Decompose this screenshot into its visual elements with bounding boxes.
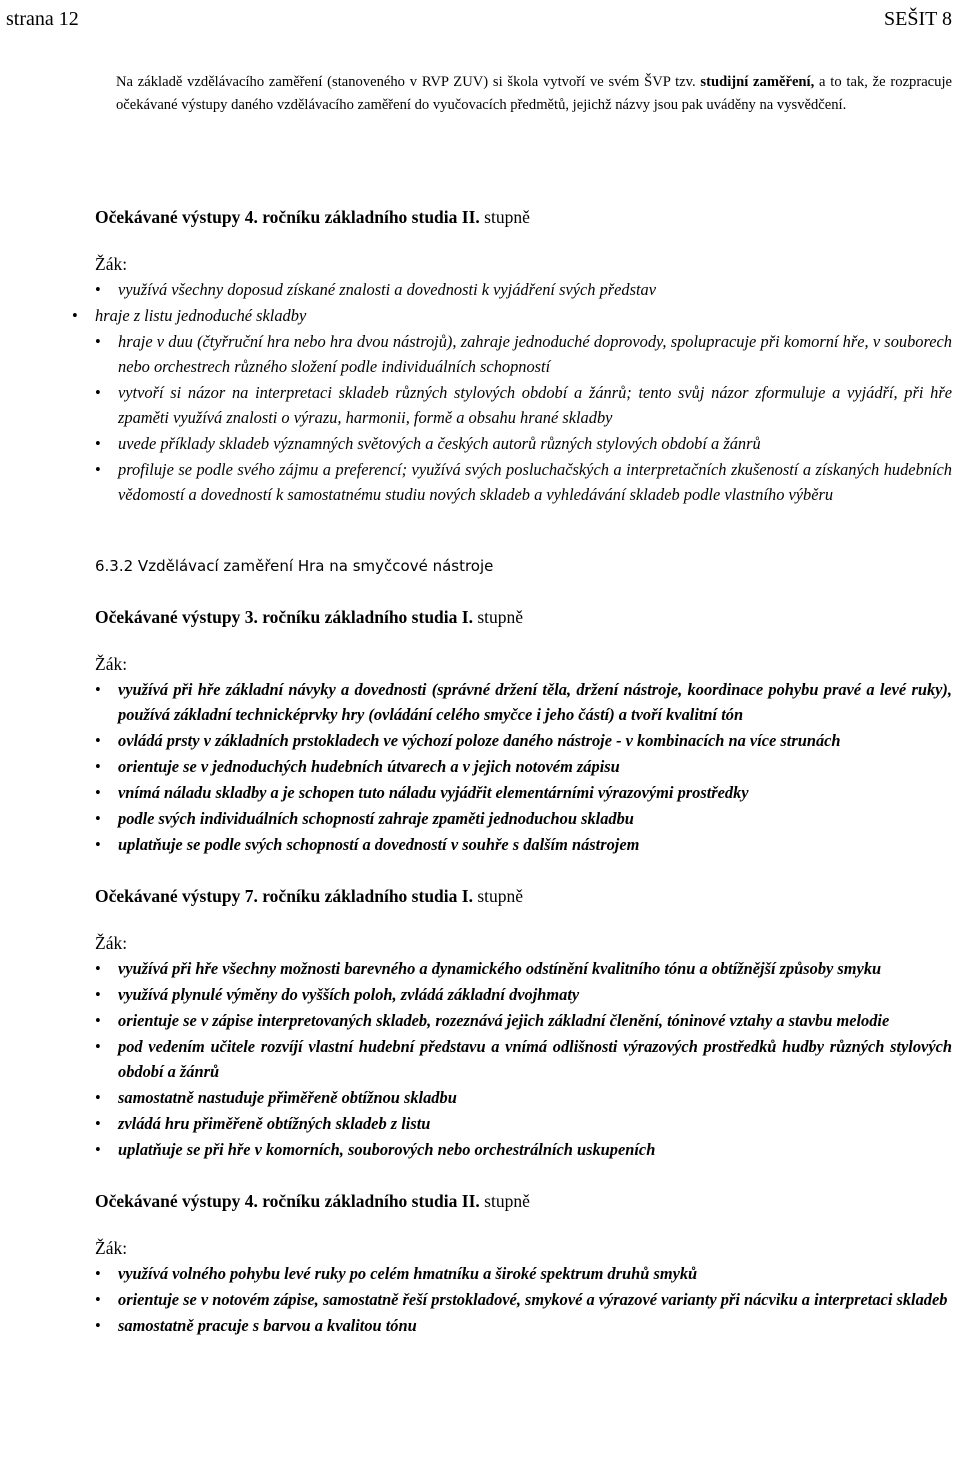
- list-item: • vnímá náladu skladby a je schopen tuto náladu vyjádřit elementárními výrazovými prostředky: [95, 780, 952, 805]
- list-item: • samostatně pracuje s barvou a kvalitou tónu: [95, 1313, 952, 1338]
- section-title-2-suffix: stupně: [472, 607, 524, 627]
- subsection-heading: 6.3.2 Vzdělávací zaměření Hra na smyčcové nástroje: [95, 557, 494, 575]
- list-item: • samostatně nastuduje přiměřeně obtížnou skladbu: [95, 1085, 952, 1110]
- section-title-1: [95, 206, 952, 228]
- list-item: • zvládá hru přiměřeně obtížných skladeb z listu: [95, 1111, 952, 1136]
- list-item: • využívá při hře základní návyky a dovednosti (správné držení těla, držení nástroje, koordinace pohybu pravé a levé ruky), používá základní technicképrvky hry (ovládání celého smyčce i jeho částí) a tvoří kvalitní tón: [95, 677, 952, 727]
- section-title-4-main: Očekávané výstupy 4. ročníku základního studia II.: [95, 1191, 480, 1211]
- page-number: strana 12: [6, 8, 79, 30]
- section-title-1-suffix: stupně: [479, 207, 530, 227]
- outcomes-list-4: [95, 1261, 952, 1338]
- intro-text-end: a to tak, že rozpracuje očekávané výstupy daného vzdělávacího zaměření do vyučovacích předmětů, jejichž názvy jsou pak uváděny na vysvědčení.: [116, 74, 952, 113]
- list-item: • využívá všechny doposud získané znalosti a dovednosti k vyjádření svých představ: [95, 277, 952, 302]
- outcomes-list-1: [95, 277, 952, 507]
- list-item: • podle svých individuálních schopností zahraje zpaměti jednoduchou skladbu: [95, 806, 952, 831]
- intro-bold-term: studijní zaměření,: [700, 74, 815, 90]
- list-item: • uvede příklady skladeb významných světových a českých autorů různých stylových období a žánrů: [95, 431, 952, 456]
- intro-text-start: Na základě vzdělávacího zaměření (stanoveného v RVP ZUV) si škola vytvoří ve svém ŠVP tzv.: [116, 74, 701, 90]
- section-title-2-main: Očekávané výstupy 3. ročníku základního studia I.: [95, 607, 473, 627]
- list-item: • hraje v duu (čtyřruční hra nebo hra dvou nástrojů), zahraje jednoduché doprovody, spolupracuje při komorní hře, v souborech nebo orchestrech různého složení podle individuálních schopností: [95, 329, 952, 379]
- pupil-label-3: Žák:: [95, 933, 128, 953]
- list-item: • hraje z listu jednoduché skladby: [95, 303, 952, 328]
- section-title-2: [95, 606, 952, 628]
- outcomes-list-2: [95, 677, 952, 857]
- list-item: • orientuje se v notovém zápise, samostatně řeší prstokladové, smykové a výrazové varianty při nácviku a interpretaci skladeb: [95, 1287, 952, 1312]
- section-title-4: [95, 1190, 952, 1212]
- list-item: • využívá volného pohybu levé ruky po celém hmatníku a široké spektrum druhů smyků: [95, 1261, 952, 1286]
- list-item: • orientuje se v zápise interpretovaných skladeb, rozeznává jejich základní členění, tóninové vztahy a stavbu melodie: [95, 1008, 952, 1033]
- pupil-label-1: Žák:: [95, 254, 128, 274]
- list-item: • profiluje se podle svého zájmu a preferencí; využívá svých posluchačských a interpretačních zkušeností a získaných hudebních vědomostí a dovedností k samostatnému studiu nových skladeb a vyhledávání skladeb podle vlastního výběru: [95, 457, 952, 507]
- section-title-4-suffix: stupně: [479, 1191, 530, 1211]
- issue-label: SEŠIT 8: [884, 8, 952, 30]
- section-title-3: [95, 885, 952, 907]
- intro-paragraph: [116, 71, 952, 116]
- page-header: [6, 8, 952, 38]
- list-item: • ovládá prsty v základních prstokladech ve výchozí poloze daného nástroje - v kombinacích na více strunách: [95, 728, 952, 753]
- list-item: • pod vedením učitele rozvíjí vlastní hudební představu a vnímá odlišnosti výrazových prostředků hudby různých stylových období a žánrů: [95, 1034, 952, 1084]
- outcomes-list-3: [95, 956, 952, 1162]
- list-item: • orientuje se v jednoduchých hudebních útvarech a v jejich notovém zápisu: [95, 754, 952, 779]
- section-title-1-main: Očekávané výstupy 4. ročníku základního studia II.: [95, 207, 480, 227]
- section-title-3-main: Očekávané výstupy 7. ročníku základního studia I.: [95, 886, 473, 906]
- list-item: • uplatňuje se podle svých schopností a dovedností v souhře s dalším nástrojem: [95, 832, 952, 857]
- pupil-label-4: Žák:: [95, 1238, 128, 1258]
- section-title-3-suffix: stupně: [472, 886, 524, 906]
- pupil-label-2: Žák:: [95, 654, 128, 674]
- list-item: • vytvoří si názor na interpretaci skladeb různých stylových období a žánrů; tento svůj názor zformuluje a vyjádří, při hře zpaměti využívá znalosti o výrazu, harmonii, formě a obsahu hrané skladby: [95, 380, 952, 430]
- list-item: • využívá plynulé výměny do vyšších poloh, zvládá základní dvojhmaty: [95, 982, 952, 1007]
- document-body: [95, 206, 952, 1338]
- list-item: • využívá při hře všechny možnosti barevného a dynamického odstínění kvalitního tónu a obtížnější způsoby smyku: [95, 956, 952, 981]
- list-item: • uplatňuje se při hře v komorních, souborových nebo orchestrálních uskupeních: [95, 1137, 952, 1162]
